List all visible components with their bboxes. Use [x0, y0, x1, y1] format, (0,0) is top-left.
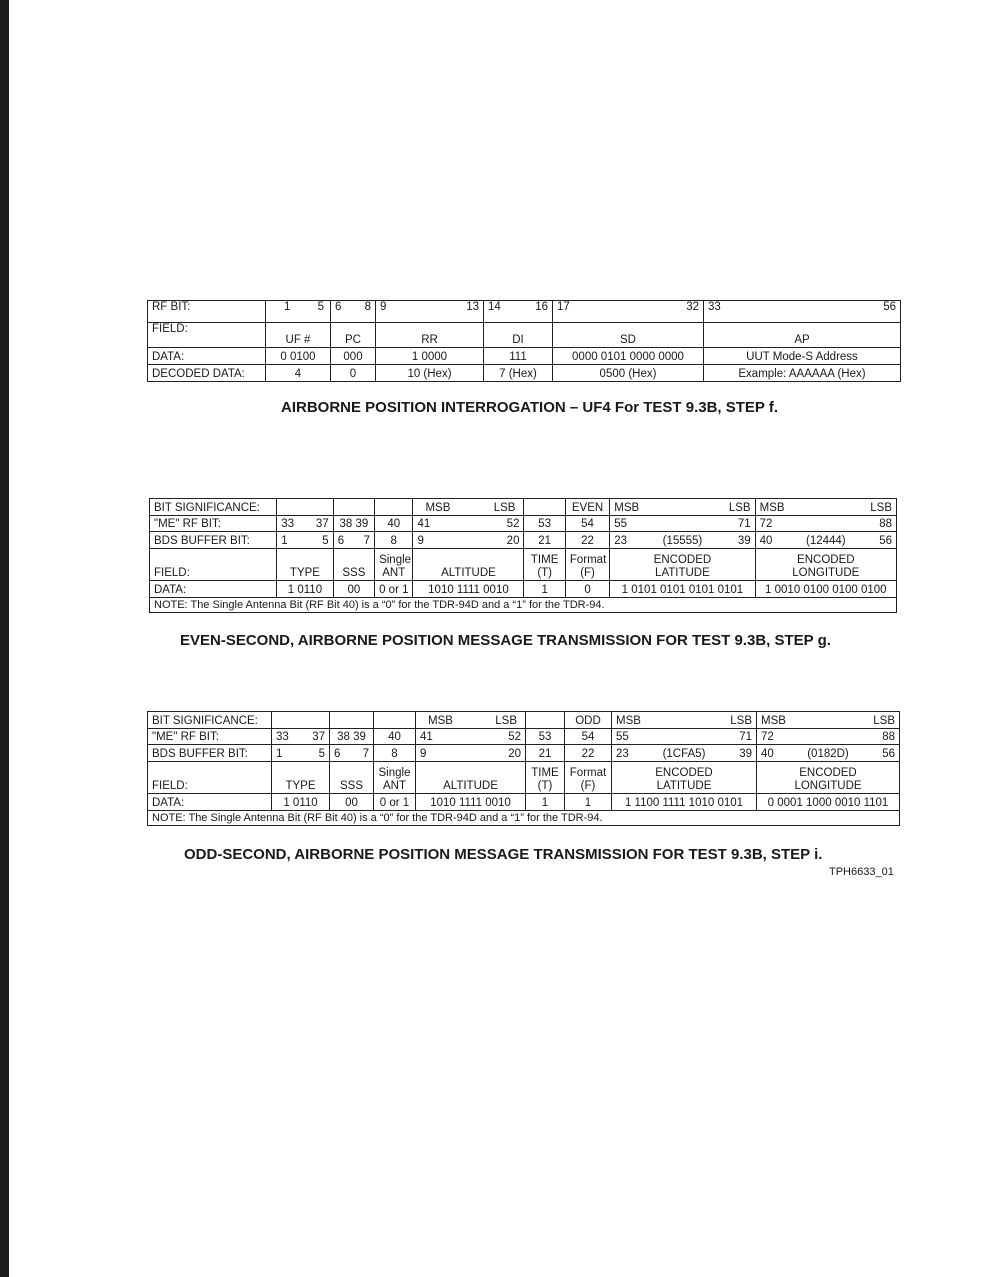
- row-label: "ME" RF BIT:: [148, 729, 272, 745]
- antenna-bit-note: NOTE: The Single Antenna Bit (RF Bit 40) is a “0” for the TDR-94D and a “1” for the TDR-94.: [150, 598, 897, 613]
- uf4-interrogation-table: [147, 300, 901, 382]
- field-ap: AP: [704, 323, 901, 348]
- even-second-message-table: [149, 498, 897, 613]
- field-pc: PC: [331, 323, 376, 348]
- bds-buffer-bit-row: BDS BUFFER BIT: 1 5 6 7 8 9 20 21 22 23 (15555) 39 40 (12444) 56: [150, 532, 897, 549]
- row-label: DATA:: [148, 794, 272, 811]
- row-label: DECODED DATA:: [148, 365, 266, 382]
- data-row: DATA: 1 0110 00 0 or 1 1010 1111 0010 1 0 1 0101 0101 0101 0101 1 0010 0100 0100 0100: [150, 581, 897, 598]
- row-label: RF BIT:: [148, 301, 266, 323]
- note-row: [148, 811, 900, 826]
- table2-caption: EVEN-SECOND, AIRBORNE POSITION MESSAGE TRANSMISSION FOR TEST 9.3B, STEP g.: [180, 632, 831, 649]
- me-rf-bit-row: "ME" RF BIT: 33 37 38 39 40 41 52 53 54 55 71 72 88: [148, 729, 900, 745]
- row-label: DATA:: [150, 581, 277, 598]
- page-binding-edge: [0, 0, 9, 1277]
- bds-buffer-bit-row: BDS BUFFER BIT: 1 5 6 7 8 9 20 21 22 23 (1CFA5) 39 40 (0182D) 56: [148, 745, 900, 762]
- row-label: BIT SIGNIFICANCE:: [150, 499, 277, 516]
- field-di: DI: [484, 323, 553, 348]
- row-label: "ME" RF BIT:: [150, 516, 277, 532]
- row-label: FIELD:: [150, 549, 277, 581]
- data-row: DATA: 0 0100 000 1 0000 111 0000 0101 0000 0000 UUT Mode-S Address: [148, 348, 901, 365]
- field-uf: UF #: [266, 323, 331, 348]
- field-row: FIELD: TYPE SSS Single ANT ALTITUDE TIME (T) Format (F) ENCODED LATITUDE ENCODED LONGITUDE: [148, 762, 900, 794]
- data-row: DATA: 1 0110 00 0 or 1 1010 1111 0010 1 1 1 1100 1111 1010 0101 0 0001 1000 0010 1101: [148, 794, 900, 811]
- field-sd: SD: [553, 323, 704, 348]
- note-row: [150, 598, 897, 613]
- bit-significance-row: BIT SIGNIFICANCE: MSB LSB ODD MSB LSB MSB LSB: [148, 712, 900, 729]
- figure-id: TPH6633_01: [829, 866, 894, 878]
- decoded-data-row: DECODED DATA: 4 0 10 (Hex) 7 (Hex) 0500 (Hex) Example: AAAAAA (Hex): [148, 365, 901, 382]
- antenna-bit-note: NOTE: The Single Antenna Bit (RF Bit 40) is a “0” for the TDR-94D and a “1” for the TDR-94.: [148, 811, 900, 826]
- field-row: FIELD: TYPE SSS Single ANT ALTITUDE TIME (T) Format (F) ENCODED LATITUDE ENCODED LONGITUDE: [150, 549, 897, 581]
- row-label: BIT SIGNIFICANCE:: [148, 712, 272, 729]
- row-label: BDS BUFFER BIT:: [150, 532, 277, 549]
- row-label: DATA:: [148, 348, 266, 365]
- me-rf-bit-row: "ME" RF BIT: 33 37 38 39 40 41 52 53 54 55 71 72 88: [150, 516, 897, 532]
- field-row: [148, 323, 901, 348]
- row-label: BDS BUFFER BIT:: [148, 745, 272, 762]
- table1-caption: AIRBORNE POSITION INTERROGATION – UF4 For TEST 9.3B, STEP f.: [281, 399, 778, 416]
- bit-significance-row: BIT SIGNIFICANCE: MSB LSB EVEN MSB LSB MSB LSB: [150, 499, 897, 516]
- row-label: FIELD:: [148, 323, 266, 348]
- table3-caption: ODD-SECOND, AIRBORNE POSITION MESSAGE TRANSMISSION FOR TEST 9.3B, STEP i.: [184, 846, 823, 863]
- field-rr: RR: [376, 323, 484, 348]
- odd-second-message-table: [147, 711, 900, 826]
- rf-bit-row: RF BIT: 1 5 6 8 9 13 14 16 17 32 33 56: [148, 301, 901, 323]
- row-label: FIELD:: [148, 762, 272, 794]
